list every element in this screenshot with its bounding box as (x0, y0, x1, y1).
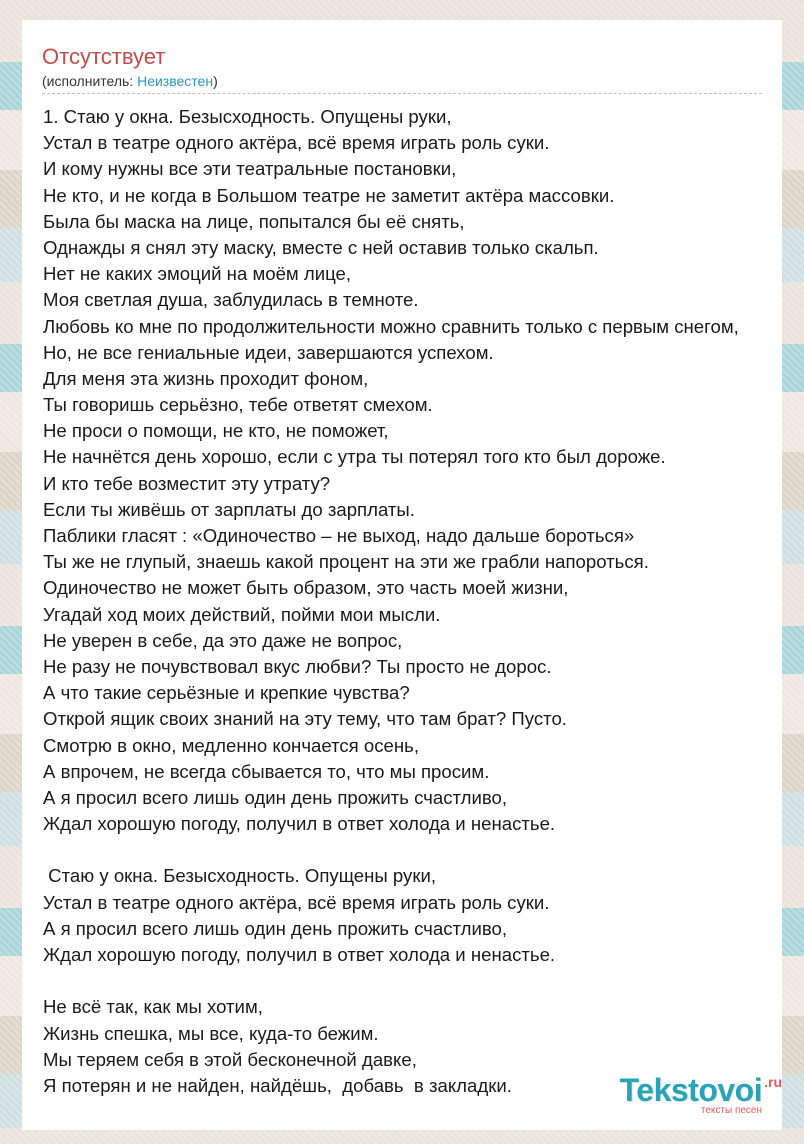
stanza-gap (43, 968, 804, 994)
logo-tld: .ru (764, 1074, 782, 1090)
stanza-gap (43, 837, 804, 863)
lyrics-card (22, 20, 782, 1130)
lyric-line: Была бы маска на лице, попытался бы её снять, (43, 210, 465, 232)
lyric-line: Устал в театре одного актёра, всё время играть роль суки. (43, 891, 550, 913)
lyric-line: А я просил всего лишь один день прожить счастливо, (43, 917, 508, 939)
divider (42, 93, 762, 94)
lyric-line: А впрочем, не всегда сбывается то, что мы просим. (43, 760, 490, 782)
logo-name: Tekstovoi (619, 1072, 763, 1108)
song-title: Отсутствует (42, 44, 166, 69)
stanza-2 (43, 863, 804, 968)
lyric-line: Ждал хорошую погоду, получил в ответ холода и ненастье. (43, 813, 556, 835)
lyric-line: Устал в театре одного актёра, всё время играть роль суки. (43, 132, 550, 154)
lyric-line: Однажды я снял эту маску, вместе с ней оставив только скальп. (43, 236, 599, 258)
lyric-line: Ждал хорошую погоду, получил в ответ холода и ненастье. (43, 944, 556, 965)
lyric-line: А что такие серьёзные и крепкие чувства? (43, 682, 410, 704)
lyric-line: Не всё так, как мы хотим, (43, 996, 263, 1018)
lyric-line: Если ты живёшь от зарплаты до зарплаты. (43, 498, 415, 520)
performer-prefix: (исполнитель: (42, 73, 138, 89)
lyric-line: 1. Стаю у окна. Безысходность. Опущены руки, (43, 106, 452, 127)
lyric-line: Моя светлая душа, заблудилась в темноте. (43, 289, 419, 311)
lyric-line: Ты говоришь серьёзно, тебе ответят смехом. (43, 394, 433, 416)
logo-tagline: тексты песен (700, 1105, 762, 1116)
performer-line (42, 73, 218, 89)
lyric-line: И кто тебе возместит эту утрату? (43, 472, 331, 494)
lyric-line: Ты же не глупый, знаешь какой процент на эти же грабли напороться. (43, 551, 649, 573)
lyric-line: И кому нужны все эти театральные постановки, (43, 158, 457, 180)
lyric-line: Любовь ко мне по продолжительности можно сравнить только с первым снегом, (43, 315, 739, 337)
lyrics-text (43, 104, 804, 1099)
lyric-line: Не разу не почувствовал вкус любви? Ты просто не дорос. (43, 655, 552, 677)
lyric-line: Стаю у окна. Безысходность. Опущены руки, (43, 865, 437, 887)
lyric-line: Жизнь спешка, мы все, куда-то бежим. (43, 1022, 379, 1044)
performer-link[interactable]: Неизвестен (137, 73, 214, 89)
lyric-line: Не начнётся день хорошо, если с утра ты потерял того кто был дороже. (43, 446, 666, 468)
lyric-line: Открой ящик своих знаний на эту тему, что там брат? Пусто. (43, 708, 567, 730)
lyric-line: Не кто, и не когда в Большом театре не заметит актёра массовки. (43, 184, 615, 206)
lyric-line: Угадай ход моих действий, пойми мои мысли. (43, 603, 441, 625)
lyric-line: А я просил всего лишь один день прожить счастливо, (43, 786, 508, 808)
lyric-line: Нет не каких эмоций на моём лице, (43, 263, 352, 285)
lyric-line: Паблики гласят : «Одиночество – не выход, надо дальше бороться» (43, 525, 635, 546)
lyric-line: Я потерян и не найден, найдёшь, добавь в закладки. (43, 1074, 512, 1096)
stanza-1 (43, 104, 804, 837)
site-logo[interactable] (620, 1072, 782, 1116)
lyric-line: Мы теряем себя в этой бесконечной давке, (43, 1048, 417, 1070)
lyric-line: Смотрю в окно, медленно кончается осень, (43, 734, 420, 756)
lyric-line: Не уверен в себе, да это даже не вопрос, (43, 629, 403, 651)
lyric-line: Одиночество не может быть образом, это часть моей жизни, (43, 577, 569, 599)
lyric-line: Для меня эта жизнь проходит фоном, (43, 367, 369, 389)
lyric-line: Но, не все гениальные идеи, завершаются успехом. (43, 341, 494, 363)
performer-suffix: ) (213, 73, 218, 89)
lyric-line: Не проси о помощи, не кто, не поможет, (43, 420, 389, 442)
